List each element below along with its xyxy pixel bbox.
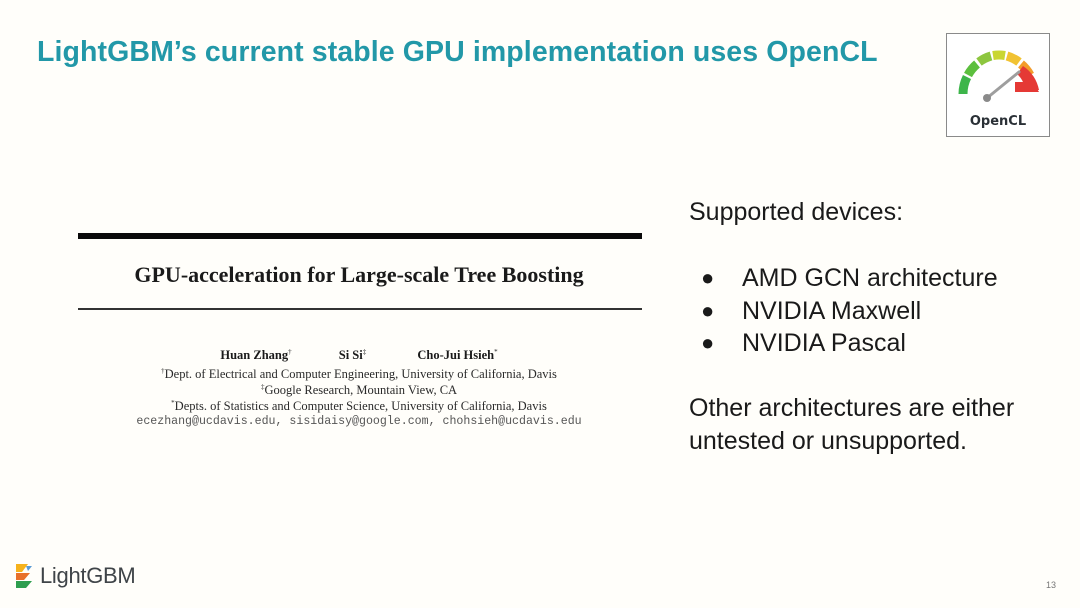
opencl-logo [946,33,1050,137]
author: Si Si‡ [338,347,367,362]
supported-devices-heading: Supported devices: [689,198,904,226]
gauge-icon [953,42,1045,108]
paper-affiliation: *Depts. of Statistics and Computer Science, University of California, Davis [171,398,547,413]
lightgbm-logo-text: LightGBM [40,563,136,588]
paper-mid-rule [78,308,642,310]
device-label: NVIDIA Maxwell [742,296,922,325]
bullet-icon: ● [701,330,715,355]
paper-emails: ecezhang@ucdavis.edu, sisidaisy@google.com, chohsieh@ucdavis.edu [136,415,582,428]
paper-affiliation: ‡Google Research, Mountain View, CA [260,382,458,397]
slide-title: LightGBM’s current stable GPU implementation uses OpenCL [37,36,878,68]
lightgbm-logo [14,561,135,591]
device-label: NVIDIA Pascal [742,329,906,357]
other-architectures-note: Other architectures are either untested or unsupported. [689,394,1015,455]
bullet-icon: ● [701,297,715,323]
lightgbm-logo-icon [14,562,34,590]
bullet-icon: ● [701,265,715,290]
paper-top-rule [78,233,642,239]
device-label: AMD GCN architecture [742,264,998,292]
opencl-label: OpenCL [969,114,1027,129]
slide-number: 13 [1045,580,1056,590]
paper-authors [76,348,642,363]
paper-title: GPU-acceleration for Large-scale Tree Boosting [134,262,584,287]
author: Cho-Jui Hsieh* [417,347,498,362]
author: Huan Zhang† [220,347,292,362]
paper-snippet [76,233,642,433]
paper-affiliation: †Dept. of Electrical and Computer Engineering, University of California, Davis [161,366,557,381]
